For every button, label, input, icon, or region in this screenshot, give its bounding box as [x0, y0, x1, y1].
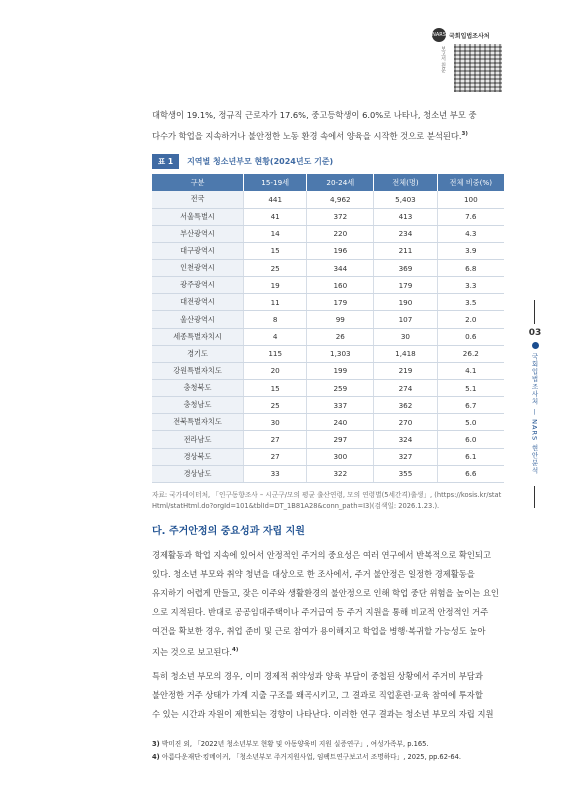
region-cell: 충청북도 [152, 380, 244, 397]
col-header: 전체(명) [374, 174, 437, 191]
value-cell: 4.1 [437, 362, 504, 379]
value-cell: 190 [374, 294, 437, 311]
value-cell: 3.5 [437, 294, 504, 311]
regional-parents-table [152, 174, 504, 483]
value-cell: 160 [307, 277, 374, 294]
value-cell: 179 [307, 294, 374, 311]
value-cell: 20 [244, 362, 307, 379]
value-cell: 6.7 [437, 397, 504, 414]
value-cell: 27 [244, 431, 307, 448]
value-cell: 355 [374, 465, 437, 482]
value-cell: 15 [244, 242, 307, 259]
value-cell: 4.3 [437, 225, 504, 242]
value-cell: 220 [307, 225, 374, 242]
value-cell: 8 [244, 311, 307, 328]
table-row [152, 328, 504, 345]
body-paragraph-1: 경제활동과 학업 지속에 있어서 안정적인 주거의 중요성은 여러 연구에서 반복적으로 확인되고 있다. 청소년 부모와 취약 청년을 대상으로 한 조사에서, 주거 불안정은 일정한 경제활동을 유지하기 어렵게 만들고, 잦은 이주와 생활환경의 불안정으로 인해 학업 중단 위험을 높이는 요인 으로 지적된다. 반대로 공공임대주택이나 주거급여 등 주거 지원을 통해 비교적 안정적인 거주 여건을 확보한 경우, 취업 준비 및 근로 참여가 용이해지고 학업을 병행·복귀할 가능성도 높아 지는 것으로 보고된다.$^{4)}$ [152, 550, 499, 657]
value-cell: 4 [244, 328, 307, 345]
table-header-row [152, 174, 504, 191]
region-cell: 울산광역시 [152, 311, 244, 328]
value-cell: 19 [244, 277, 307, 294]
value-cell: 27 [244, 448, 307, 465]
value-cell: 6.1 [437, 448, 504, 465]
value-cell: 211 [374, 242, 437, 259]
region-cell: 경상남도 [152, 465, 244, 482]
side-divider-top [534, 300, 535, 324]
value-cell: 25 [244, 260, 307, 277]
value-cell: 5.0 [437, 414, 504, 431]
value-cell: 240 [307, 414, 374, 431]
value-cell: 25 [244, 397, 307, 414]
side-divider-bottom [534, 486, 535, 508]
table-row [152, 397, 504, 414]
region-cell: 세종특별자치시 [152, 328, 244, 345]
table-row [152, 208, 504, 225]
value-cell: 11 [244, 294, 307, 311]
table-row [152, 448, 504, 465]
value-cell: 337 [307, 397, 374, 414]
col-header: 20-24세 [307, 174, 374, 191]
value-cell: 5,403 [374, 191, 437, 208]
value-cell: 7.6 [437, 208, 504, 225]
value-cell: 234 [374, 225, 437, 242]
section-title: 다. 주거안정의 중요성과 자립 지원 [152, 526, 305, 537]
table-row [152, 414, 504, 431]
value-cell: 6.0 [437, 431, 504, 448]
region-cell: 충청남도 [152, 397, 244, 414]
intro-paragraph [152, 106, 504, 146]
region-cell: 부산광역시 [152, 225, 244, 242]
table-row [152, 380, 504, 397]
value-cell: 270 [374, 414, 437, 431]
region-cell: 전북특별자치도 [152, 414, 244, 431]
value-cell: 196 [307, 242, 374, 259]
chapter-label: 국회입법조사처 — NARS 현안분석 [530, 353, 539, 475]
value-cell: 30 [374, 328, 437, 345]
value-cell: 41 [244, 208, 307, 225]
value-cell: 26 [307, 328, 374, 345]
value-cell: 6.6 [437, 465, 504, 482]
value-cell: 5.1 [437, 380, 504, 397]
value-cell: 1,303 [307, 345, 374, 362]
region-cell: 인천광역시 [152, 260, 244, 277]
value-cell: 441 [244, 191, 307, 208]
value-cell: 6.8 [437, 260, 504, 277]
table-row [152, 431, 504, 448]
value-cell: 372 [307, 208, 374, 225]
col-header: 15-19세 [244, 174, 307, 191]
value-cell: 99 [307, 311, 374, 328]
table-caption [152, 154, 333, 169]
value-cell: 362 [374, 397, 437, 414]
qr-code-icon[interactable] [454, 44, 502, 92]
region-cell: 전국 [152, 191, 244, 208]
org-name: 국회입법조사처 [449, 32, 490, 40]
value-cell: 297 [307, 431, 374, 448]
table-row [152, 225, 504, 242]
table-row [152, 465, 504, 482]
footnote-4: 4) 아름다운재단·킹메이커, 「청소년부모 주거지원사업, 임팩트연구보고서 조명하다」, 2025, pp.62-64. [152, 753, 461, 761]
value-cell: 15 [244, 380, 307, 397]
table-row [152, 260, 504, 277]
value-cell: 3.3 [437, 277, 504, 294]
footnote-ref[interactable]: 3) [461, 131, 468, 137]
value-cell: 107 [374, 311, 437, 328]
region-cell: 서울특별시 [152, 208, 244, 225]
table-row [152, 345, 504, 362]
table-row [152, 242, 504, 259]
intro-line: 다수가 학업을 지속하거나 불안정한 노동 환경 속에서 양육을 시작한 것으로 분석된다.$^{3)}$ [152, 130, 468, 141]
value-cell: 4,962 [307, 191, 374, 208]
nars-logo-icon: NARS [432, 28, 446, 42]
region-cell: 대전광역시 [152, 294, 244, 311]
table-row [152, 191, 504, 208]
value-cell: 33 [244, 465, 307, 482]
table-row [152, 294, 504, 311]
body-paragraph-2: 특히 청소년 부모의 경우, 이미 경제적 취약성과 양육 부담이 중첩된 상황에서 주거비 부담과 불안정한 거주 상태가 가계 지출 구조를 왜곡시키고, 그 결과로 직업훈련·교육 참여에 투자할 수 있는 시간과 자원이 제한되는 경향이 나타난다. 이러한 연구 결과는 청소년 부모의 자립 지원 [152, 671, 494, 719]
value-cell: 413 [374, 208, 437, 225]
region-cell: 전라남도 [152, 431, 244, 448]
region-cell: 대구광역시 [152, 242, 244, 259]
region-cell: 경상북도 [152, 448, 244, 465]
value-cell: 274 [374, 380, 437, 397]
value-cell: 259 [307, 380, 374, 397]
region-cell: 광주광역시 [152, 277, 244, 294]
value-cell: 344 [307, 260, 374, 277]
side-chapter-nav [527, 328, 543, 474]
value-cell: 219 [374, 362, 437, 379]
value-cell: 115 [244, 345, 307, 362]
table-row [152, 311, 504, 328]
value-cell: 14 [244, 225, 307, 242]
value-cell: 1,418 [374, 345, 437, 362]
value-cell: 322 [307, 465, 374, 482]
value-cell: 100 [437, 191, 504, 208]
chapter-number: 03 [528, 328, 542, 338]
qr-side-label: 보고서 원문 [440, 46, 446, 73]
footnote-ref[interactable]: 4) [232, 647, 239, 653]
value-cell: 30 [244, 414, 307, 431]
value-cell: 3.9 [437, 242, 504, 259]
value-cell: 324 [374, 431, 437, 448]
footnotes [152, 738, 504, 764]
region-cell: 강원특별자치도 [152, 362, 244, 379]
value-cell: 300 [307, 448, 374, 465]
header-logo-area [432, 28, 518, 78]
value-cell: 26.2 [437, 345, 504, 362]
footnote-3: 3) 박미진 외, 「2022년 청소년부모 현황 및 아동양육비 지원 실증연구」, 여성가족부, p.165. [152, 740, 429, 748]
col-header: 전체 비중(%) [437, 174, 504, 191]
value-cell: 369 [374, 260, 437, 277]
table-badge: 표 1 [152, 154, 179, 169]
value-cell: 0.6 [437, 328, 504, 345]
table-source: 자료: 국가데이터처, 「인구동향조사 – 시군구/모의 평균 출산연령, 모의 연령별(5세간격)출생」, (https://kosis.kr/stat Html/statHtml.do?orgId=101&tblId=DT_1B81A28&conn_path=I3)(검색일: 2026.1.23.). [152, 491, 502, 510]
table-row [152, 277, 504, 294]
org-logo [432, 28, 518, 42]
value-cell: 199 [307, 362, 374, 379]
value-cell: 327 [374, 448, 437, 465]
table-row [152, 362, 504, 379]
intro-line: 대학생이 19.1%, 정규직 근로자가 17.6%, 중고등학생이 6.0%로 나타나, 청소년 부모 중 [152, 110, 477, 120]
col-header: 구분 [152, 174, 244, 191]
value-cell: 2.0 [437, 311, 504, 328]
value-cell: 179 [374, 277, 437, 294]
region-cell: 경기도 [152, 345, 244, 362]
table-title: 지역별 청소년부모 현황(2024년도 기준) [187, 157, 334, 166]
chapter-dot-icon [532, 342, 539, 349]
